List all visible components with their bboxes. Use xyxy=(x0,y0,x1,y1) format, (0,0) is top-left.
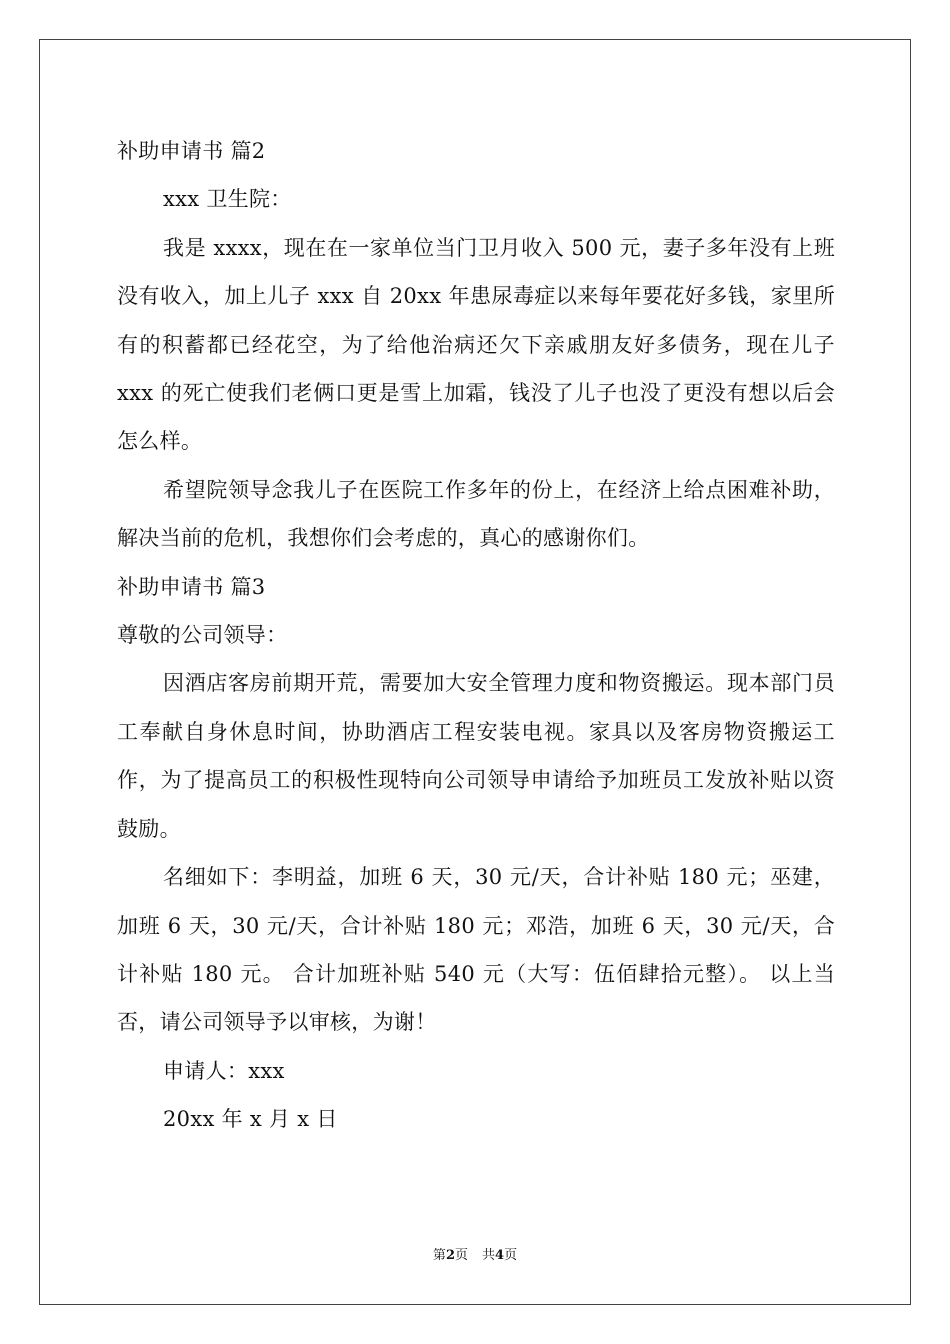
section-heading: 补助申请书 篇2 xyxy=(117,139,266,163)
paragraph: 希望院领导念我儿子在医院工作多年的份上，在经济上给点困难补助，解决当前的危机，我想你们会考虑的，真心的感谢你们。 xyxy=(117,477,835,551)
salutation: xxx 卫生院： xyxy=(163,187,292,212)
paragraph: 我是 xxxx，现在在一家单位当门卫月收入 500 元，妻子多年没有上班没有收入，加上儿子 xxx 自 20xx 年患尿毒症以来每年要花好多钱，家里所有的积蓄都已经花空，为了给他治病还欠下亲戚朋友好多债务，现在儿子 xxx 的死亡使我们老俩口更是雪上加霜，钱没了儿子也没了更没有想以后会怎么样。 xyxy=(117,235,835,454)
total-pages: 4 xyxy=(495,1248,505,1263)
page-suffix: 页 xyxy=(454,1248,468,1263)
section-heading: 补助申请书 篇3 xyxy=(117,574,266,599)
total-suffix: 页 xyxy=(504,1248,518,1263)
paragraph: 因酒店客房前期开荒，需要加大安全管理力度和物资搬运。现本部门员工奉献自身休息时间，协助酒店工程安装电视。家具以及客房物资搬运工作，为了提高员工的积极性现特向公司领导申请给予加班员工发放补贴以资鼓励。 xyxy=(117,671,835,841)
applicant-signature: 申请人：xxx xyxy=(163,1058,285,1083)
total-prefix: 共 xyxy=(482,1248,496,1263)
salutation: 尊敬的公司领导： xyxy=(117,623,288,648)
page-number: 2 xyxy=(445,1248,455,1263)
document-date: 20xx 年 x 月 x 日 xyxy=(163,1107,338,1132)
document-body xyxy=(117,127,835,1144)
page-footer xyxy=(0,1246,950,1266)
page-prefix: 第 xyxy=(432,1248,446,1263)
paragraph: 名细如下：李明益，加班 6 天，30 元/天，合计补贴 180 元；巫建，加班 6 天，30 元/天，合计补贴 180 元；邓浩，加班 6 天，30 元/天，合计补贴 180 元。 合计加班补贴 540 元（大写：伍佰肆拾元整）。 以上当否，请公司领导予以审核，为谢！ xyxy=(117,865,835,1035)
